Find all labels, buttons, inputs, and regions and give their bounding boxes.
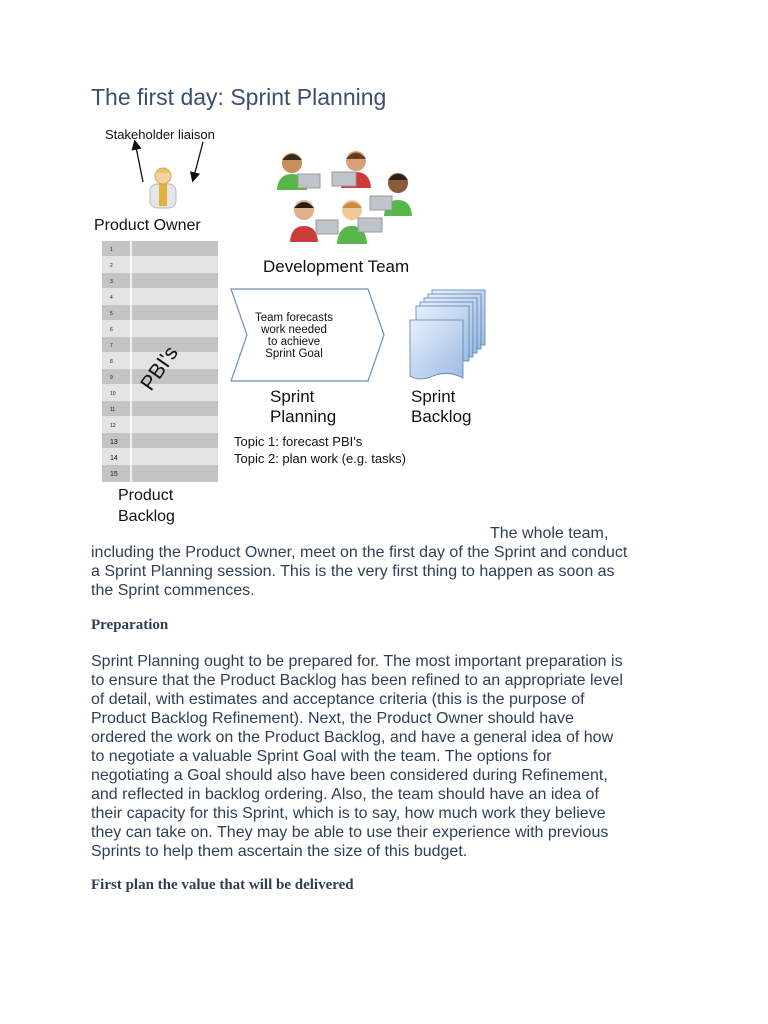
sprint-backlog-label-line1: Sprint — [411, 387, 456, 406]
stakeholder-arrow-down — [193, 142, 203, 180]
team-member-icon — [277, 153, 320, 190]
backlog-row-number: 11 — [110, 407, 116, 413]
intro-line: the Sprint commences. — [91, 582, 255, 599]
sprint-planning-label-line1: Sprint — [270, 387, 315, 406]
preparation-line: Sprints to help them ascertain the size of this budget. — [91, 843, 468, 860]
backlog-row-number: 6 — [110, 327, 113, 333]
team-member-icon — [290, 200, 338, 242]
pbis-label: PBI's — [136, 342, 183, 395]
development-team-icon — [277, 151, 412, 244]
intro-line: The whole team, — [490, 525, 609, 542]
intro-line: a Sprint Planning session. This is the very first thing to happen as soon as — [91, 563, 615, 580]
topic-1: Topic 1: forecast PBI's — [234, 434, 363, 449]
sprint-planning-label-line2: Planning — [270, 407, 337, 426]
arrow-text-line1: Team forecasts — [255, 312, 333, 324]
preparation-line: ordered the work on the Product Backlog, and have a general idea of how — [91, 729, 614, 746]
preparation-heading: Preparation — [91, 617, 169, 633]
preparation-paragraph — [91, 652, 691, 861]
backlog-row-number: 4 — [110, 295, 113, 301]
product-backlog-label-line1: Product — [118, 487, 174, 504]
backlog-row-number: 5 — [110, 311, 113, 317]
backlog-row-number: 15 — [110, 471, 118, 478]
backlog-row-number: 2 — [110, 263, 113, 269]
preparation-line: their capacity for this Sprint, which is to say, how much work they believe — [91, 805, 606, 822]
backlog-row-number: 10 — [110, 391, 116, 397]
backlog-row-number: 8 — [110, 359, 113, 365]
page-title: The first day: Sprint Planning — [91, 84, 387, 110]
backlog-row-number: 13 — [110, 439, 118, 446]
preparation-line: to negotiate a valuable Sprint Goal with the team. The options for — [91, 748, 552, 765]
arrow-text-line2: work needed — [261, 324, 327, 336]
product-backlog-label-line2: Backlog — [118, 508, 175, 525]
intro-paragraph — [91, 524, 691, 600]
arrow-text-line3: to achieve — [267, 336, 321, 348]
diagram-svg — [88, 120, 508, 530]
topic-2: Topic 2: plan work (e.g. tasks) — [234, 451, 406, 466]
preparation-line: to ensure that the Product Backlog has been refined to an appropriate level — [91, 672, 623, 689]
preparation-line: and reflected in backlog ordering. Also, the team should have an idea of — [91, 786, 599, 803]
preparation-line: of detail, with estimates and acceptance criteria (this is the purpose of — [91, 691, 585, 708]
arrow-text-line4: Sprint Goal — [265, 348, 323, 360]
team-member-icon — [332, 151, 371, 188]
backlog-row-number: 7 — [110, 343, 113, 349]
intro-line: including the Product Owner, meet on the first day of the Sprint and conduct — [91, 544, 628, 561]
sprint-backlog-label-line2: Backlog — [411, 407, 472, 426]
backlog-row-number: 12 — [110, 423, 116, 429]
backlog-row-number: 3 — [110, 279, 113, 285]
backlog-row-number: 9 — [110, 375, 113, 381]
preparation-line: Product Backlog Refinement). Next, the Product Owner should have — [91, 710, 574, 727]
preparation-line: negotiating a Goal should also have been considered during Refinement, — [91, 767, 608, 784]
product-owner-icon — [150, 168, 176, 208]
development-team-label: Development Team — [263, 257, 410, 276]
preparation-line: Sprint Planning ought to be prepared for. The most important preparation is — [91, 653, 623, 670]
stakeholder-arrow-up — [135, 142, 143, 182]
next-section-heading: First plan the value that will be delivered — [91, 877, 354, 893]
backlog-row-number: 1 — [110, 247, 113, 253]
team-member-icon — [370, 173, 412, 216]
product-owner-label: Product Owner — [94, 217, 201, 234]
stakeholder-label: Stakeholder liaison — [105, 127, 215, 142]
sprint-planning-diagram — [88, 120, 508, 530]
backlog-row-number: 14 — [110, 455, 118, 462]
sprint-backlog-icon — [410, 290, 485, 379]
preparation-line: they can take on. They may be able to use their experience with previous — [91, 824, 609, 841]
